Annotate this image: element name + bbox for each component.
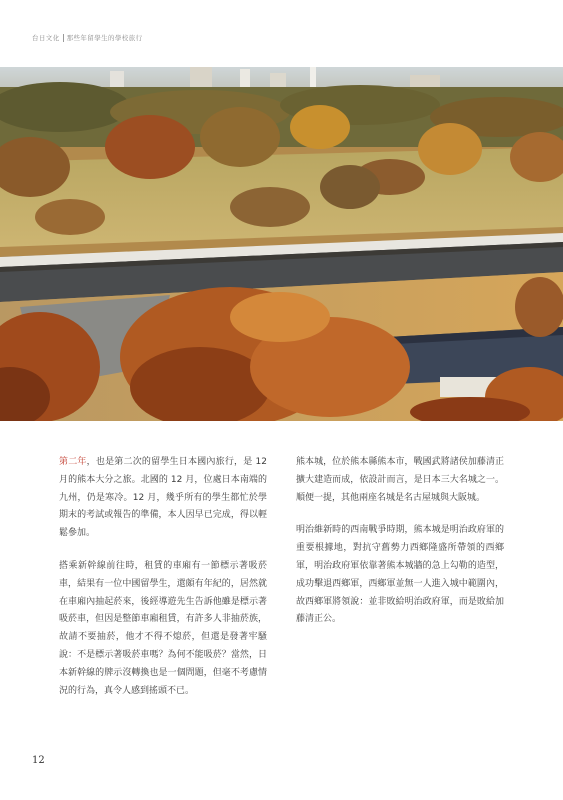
paragraph-text: ，也是第二次的留學生日本國內旅行，是 12 月的熊本大分之旅。北國的 12 月，位處日本南端的九州，仍是寒冷。12 月，幾乎所有的學生都忙於學期末的考試或報告的準備，本人因早已完成，得以輕鬆參加。 bbox=[59, 457, 267, 539]
header-title: 那些年留學生的學校旅行 bbox=[66, 34, 143, 42]
article-paragraph bbox=[59, 454, 267, 543]
page-number: 12 bbox=[32, 755, 45, 766]
paragraph-text: 熊本城，位於熊本縣熊本市，戰國武將諸侯加藤清正擴大建造而成，依設計而言，是日本三大名城之一。順便一提，其他兩座名城是名古屋城與大阪城。 bbox=[296, 457, 504, 503]
article-left-column bbox=[59, 454, 267, 715]
article-right-column bbox=[296, 454, 504, 644]
running-header bbox=[32, 33, 143, 42]
header-divider bbox=[63, 34, 64, 42]
article-paragraph bbox=[296, 454, 504, 507]
header-section: 台日文化 bbox=[32, 34, 60, 42]
paragraph-text: 明治維新時的西南戰爭時期，熊本城是明治政府軍的重要根據地，對抗守舊勢力西鄉隆盛所帶領的西鄉軍，明治政府軍依靠著熊本城牆的急上勾勒的造型，成功擊退西鄉軍，西鄉軍並無一人進入城中範圍內，故西鄉軍將領說：並非敗給明治政府軍，而是敗給加藤清正公。 bbox=[296, 525, 504, 625]
article-paragraph bbox=[296, 522, 504, 629]
paragraph-lead: 第二年 bbox=[59, 457, 87, 467]
article-paragraph bbox=[59, 558, 267, 700]
paragraph-text: 搭乘新幹線前往時，租賃的車廂有一節標示著吸菸車，結果有一位中國留學生，還頗有年紀的，居然就在車廂內抽起菸來，後經導遊先生告訴他雖是標示著吸菸車，但因是整節車廂租賃，有許多人非抽菸族，故請不要抽菸，他才不得不熄菸，但還是發著牢騷說：不是標示著吸菸車嗎？為何不能吸菸？當然，日本新幹線的牌示沒轉換也是一個問題，但毫不考慮情況的行為，真令人感到搖頭不已。 bbox=[59, 560, 267, 696]
castle-park-photo bbox=[0, 67, 563, 421]
